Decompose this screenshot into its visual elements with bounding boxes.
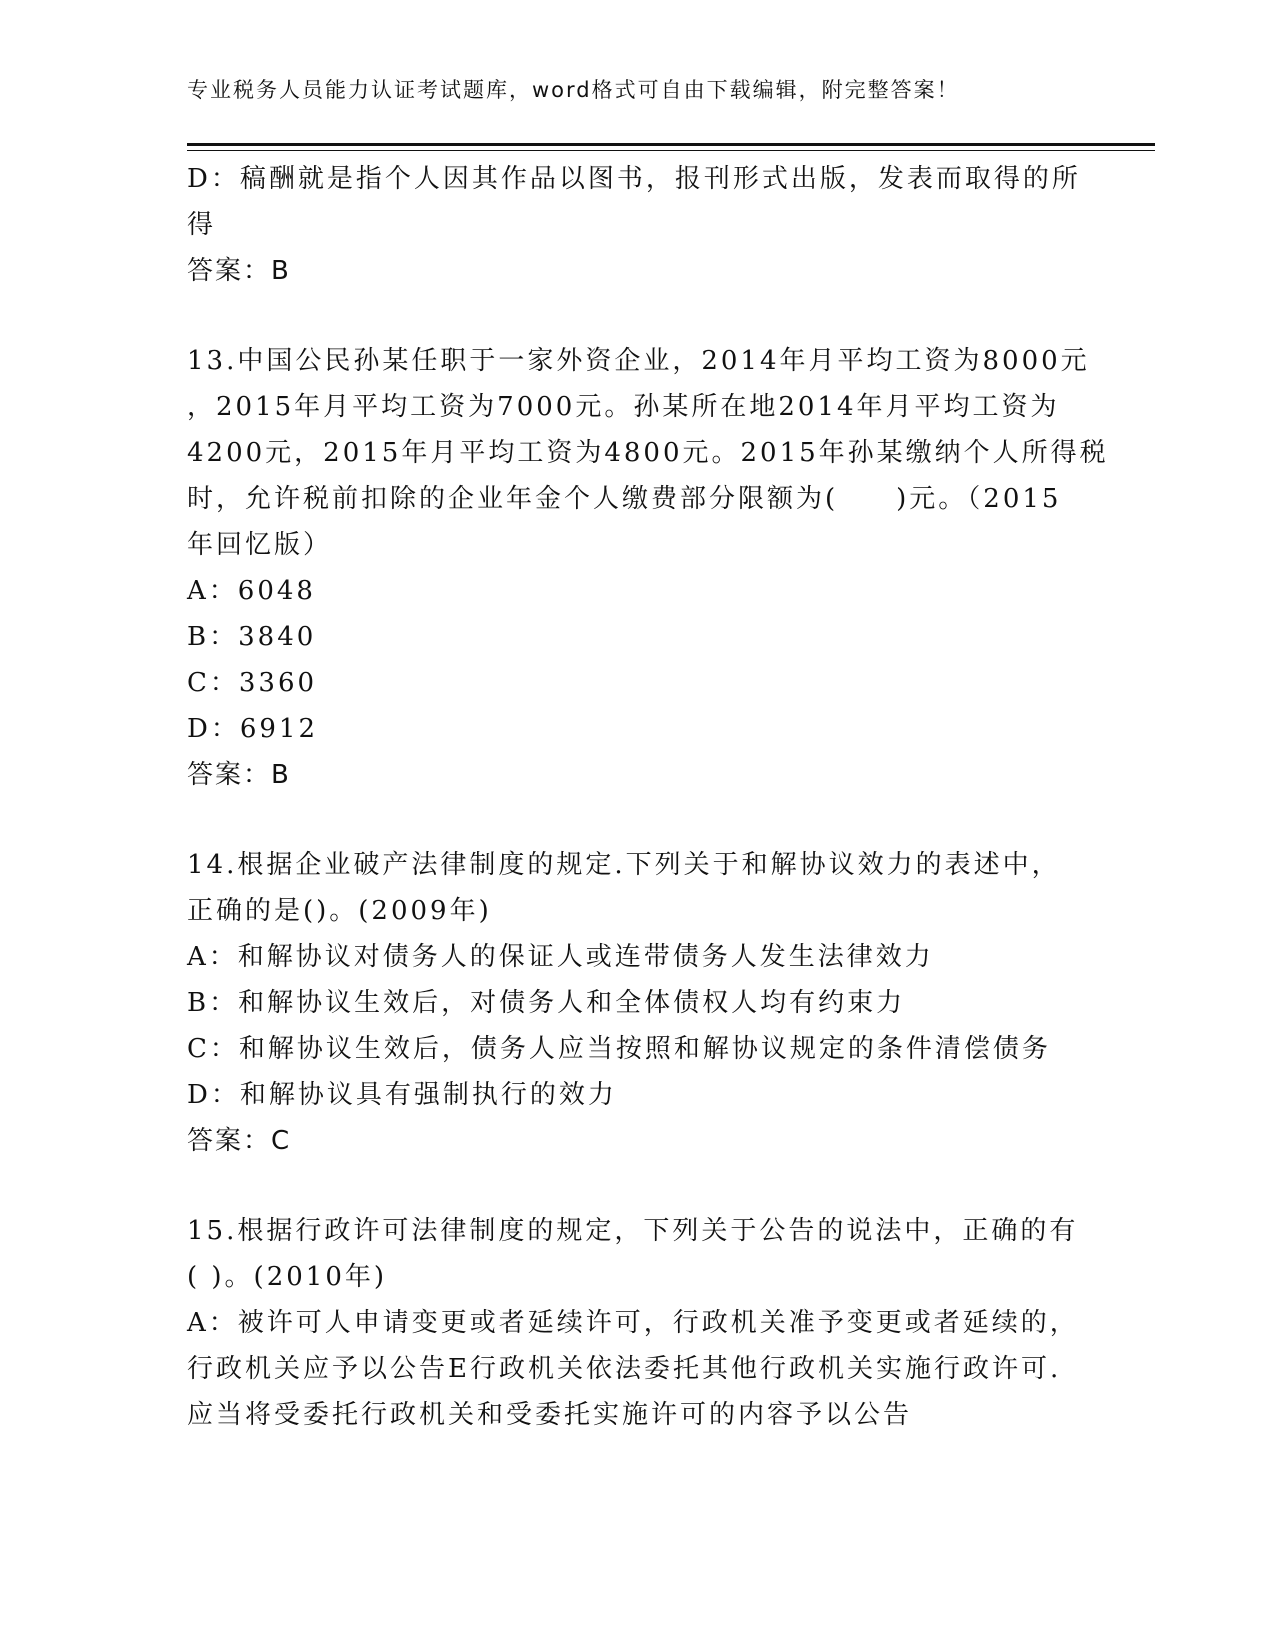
question-15	[187, 1208, 1087, 1438]
question-content	[187, 156, 1109, 1438]
option-d: D：6912	[187, 714, 319, 744]
option-a: A：和解协议对债务人的保证人或连带债务人发生法律效力	[187, 942, 934, 972]
spacer	[187, 1164, 1087, 1208]
option-a-line-2: 行政机关应予以公告E行政机关依法委托其他行政机关实施行政许可.	[187, 1354, 1062, 1384]
option-c: C：和解协议生效后，债务人应当按照和解协议规定的条件清偿债务	[187, 1034, 1051, 1064]
answer-line: 答案：C	[187, 1126, 292, 1156]
option-b: B：3840	[187, 622, 317, 652]
option-a: A：6048	[187, 576, 316, 606]
stem-line-1: 15.根据行政许可法律制度的规定，下列关于公告的说法中，正确的有	[187, 1216, 1079, 1246]
answer-line: 答案：B	[187, 256, 291, 286]
option-d-line-2: 得	[187, 210, 217, 240]
option-b: B：和解协议生效后，对债务人和全体债权人均有约束力	[187, 988, 906, 1018]
stem-line-5: 年回忆版）	[187, 530, 333, 560]
page-header: 专业税务人员能力认证考试题库，word格式可自由下载编辑，附完整答案！	[187, 78, 960, 102]
stem-line-1: 14.根据企业破产法律制度的规定.下列关于和解协议效力的表述中，	[187, 850, 1061, 880]
option-a-line-1: A：被许可人申请变更或者延续许可，行政机关准予变更或者延续的，	[187, 1308, 1079, 1338]
header-rule-thick	[187, 143, 1155, 146]
stem-line-3: 4200元，2015年月平均工资为4800元。2015年孙某缴纳个人所得税	[187, 438, 1109, 468]
prev-question	[187, 156, 1087, 294]
stem-line-2: ，2015年月平均工资为7000元。孙某所在地2014年月平均工资为	[187, 392, 1060, 422]
question-13	[187, 338, 1109, 798]
question-14	[187, 842, 1087, 1164]
option-a-line-3: 应当将受委托行政机关和受委托实施许可的内容予以公告	[187, 1400, 913, 1430]
option-d-line-1: D：稿酬就是指个人因其作品以图书，报刊形式出版，发表而取得的所	[187, 164, 1081, 194]
stem-line-2: ( )。(2010年)	[187, 1262, 388, 1292]
option-c: C：3360	[187, 668, 318, 698]
stem-line-4: 时，允许税前扣除的企业年金个人缴费部分限额为( )元。（2015	[187, 484, 1062, 514]
stem-line-2: 正确的是()。(2009年)	[187, 896, 492, 926]
spacer	[187, 798, 1087, 842]
spacer	[187, 294, 1087, 338]
header-rule-thin	[187, 150, 1155, 151]
stem-line-1: 13.中国公民孙某任职于一家外资企业，2014年月平均工资为8000元	[187, 346, 1090, 376]
answer-line: 答案：B	[187, 760, 291, 790]
option-d: D：和解协议具有强制执行的效力	[187, 1080, 617, 1110]
